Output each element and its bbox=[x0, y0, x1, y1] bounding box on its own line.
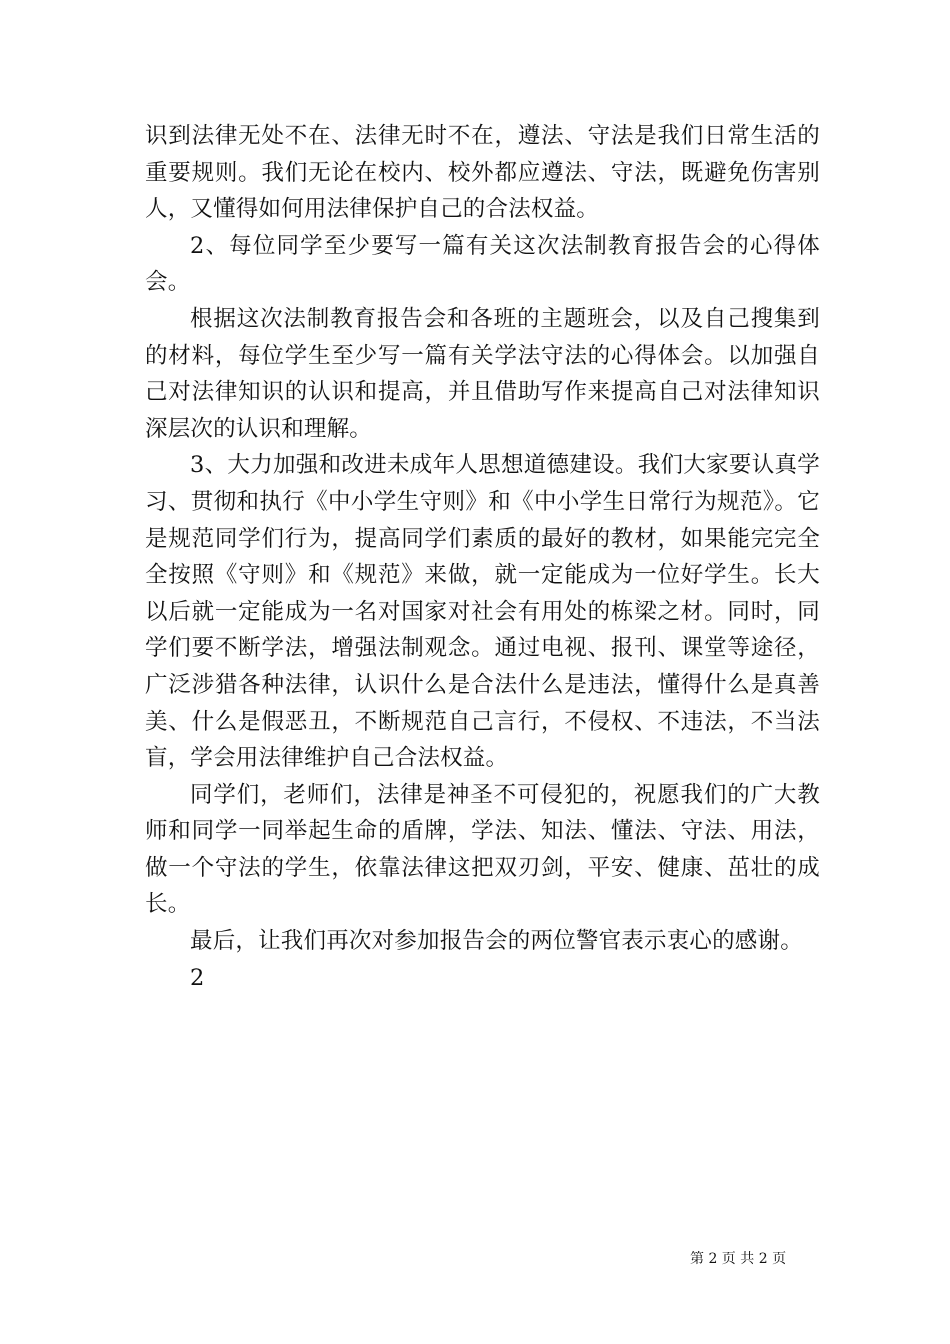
paragraph-thanks: 最后，让我们再次对参加报告会的两位警官表示衷心的感谢。 bbox=[190, 928, 803, 955]
paragraph-closing-wishes: 同学们，老师们，法律是神圣不可侵犯的，祝愿我们的广大教师和同学一同举起生命的盾牌，学法、知法、懂法、守法、用法，做一个守法的学生，依靠法律这把双刃剑，平安、健康、茁壮的成长。 bbox=[145, 781, 820, 918]
paragraph-number: 2 bbox=[190, 964, 205, 991]
document-body bbox=[145, 118, 820, 996]
page-footer: 第 2 页 共 2 页 bbox=[690, 1251, 787, 1267]
paragraph-continuation: 识到法律无处不在、法律无时不在，遵法、守法是我们日常生活的重要规则。我们无论在校内、校外都应遵法、守法，既避免伤害别人，又懂得如何用法律保护自己的合法权益。 bbox=[145, 123, 820, 223]
paragraph-item-2: 2、每位同学至少要写一篇有关这次法制教育报告会的心得体会。 bbox=[145, 232, 820, 296]
paragraph-item-2-detail: 根据这次法制教育报告会和各班的主题班会，以及自己搜集到的材料，每位学生至少写一篇有关学法守法的心得体会。以加强自己对法律知识的认识和提高，并且借助写作来提高自己对法律知识深层次的认识和理解。 bbox=[145, 305, 820, 442]
paragraph-item-3: 3、大力加强和改进未成年人思想道德建设。我们大家要认真学习、贯彻和执行《中小学生守则》和《中小学生日常行为规范》。它是规范同学们行为，提高同学们素质的最好的教材，如果能完完全全按照《守则》和《规范》来做，就一定能成为一位好学生。长大以后就一定能成为一名对国家对社会有用处的栋梁之材。同时，同学们要不断学法，增强法制观念。通过电视、报刊、课堂等途径，广泛涉猎各种法律，认识什么是合法什么是违法，懂得什么是真善美、什么是假恶丑，不断规范自己言行，不侵权、不违法，不当法盲，学会用法律维护自己合法权益。 bbox=[145, 452, 820, 772]
